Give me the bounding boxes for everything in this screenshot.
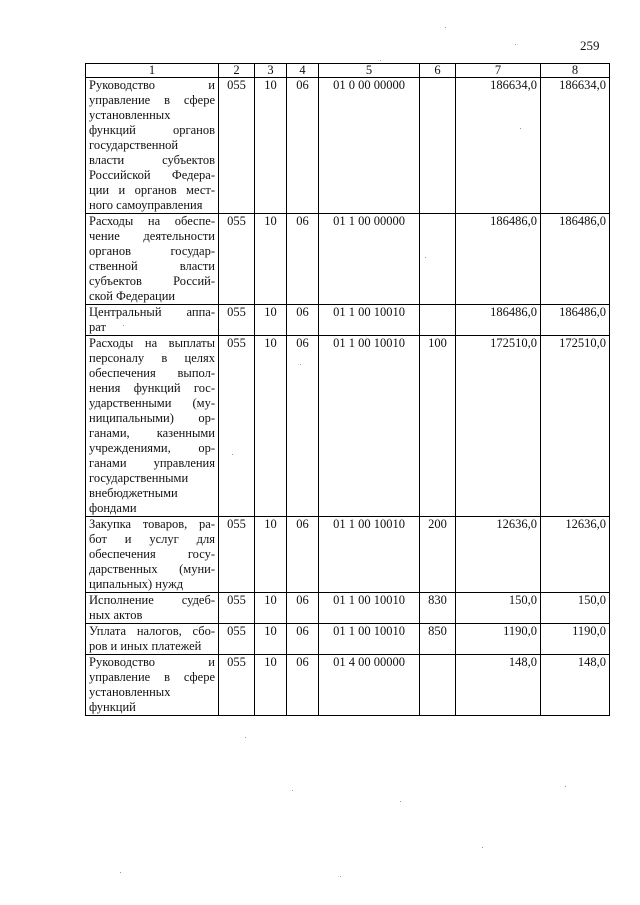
col-4-cell: 06: [287, 336, 319, 517]
col-2-cell: 055: [219, 214, 255, 305]
row-name-line: функций органов: [89, 123, 215, 137]
row-name-line: установленных: [89, 108, 171, 122]
row-name-line: нения функций гос-: [89, 381, 215, 395]
col-8-cell: 186634,0: [541, 78, 610, 214]
row-name-cell: [86, 336, 219, 517]
row-name-line: управление в сфере: [89, 670, 215, 684]
col-3-cell: 10: [255, 78, 287, 214]
row-name-line: Расходы на выплаты: [89, 336, 215, 350]
row-name-line: ственной власти: [89, 259, 215, 273]
row-name-line: ударственными (му-: [89, 396, 215, 410]
col-7-cell: 1190,0: [456, 624, 541, 655]
col-4-cell: 06: [287, 214, 319, 305]
header-col-8: 8: [541, 64, 610, 78]
col-5-cell: 01 0 00 00000: [319, 78, 420, 214]
row-name-cell: [86, 517, 219, 593]
row-name-line: рат: [89, 320, 106, 334]
row-name-cell: [86, 305, 219, 336]
row-name-line: бот и услуг для: [89, 532, 215, 546]
row-name-line: Расходы на обеспе-: [89, 214, 215, 228]
col-3-cell: 10: [255, 593, 287, 624]
row-name-line: государственными: [89, 471, 189, 485]
col-6-cell: 200: [420, 517, 456, 593]
col-5-cell: 01 1 00 10010: [319, 305, 420, 336]
row-name-line: Исполнение судеб-: [89, 593, 215, 607]
row-name-cell: [86, 624, 219, 655]
col-8-cell: 148,0: [541, 655, 610, 716]
row-name-line: Уплата налогов, сбо-: [89, 624, 215, 638]
row-name-cell: [86, 655, 219, 716]
row-name-line: ного самоуправления: [89, 198, 203, 212]
col-3-cell: 10: [255, 517, 287, 593]
row-name-line: персоналу в целях: [89, 351, 215, 365]
row-name-line: обеспечения выпол-: [89, 366, 215, 380]
col-3-cell: 10: [255, 655, 287, 716]
row-name-line: фондами: [89, 501, 137, 515]
budget-table: [85, 63, 610, 716]
row-name-line: Российской Федера-: [89, 168, 215, 182]
col-7-cell: 148,0: [456, 655, 541, 716]
row-name-line: ниципальными) ор-: [89, 411, 215, 425]
row-name-line: обеспечения госу-: [89, 547, 215, 561]
col-6-cell: 100: [420, 336, 456, 517]
row-name-line: дарственных (муни-: [89, 562, 215, 576]
col-4-cell: 06: [287, 655, 319, 716]
col-4-cell: 06: [287, 305, 319, 336]
col-5-cell: 01 1 00 10010: [319, 517, 420, 593]
col-4-cell: 06: [287, 593, 319, 624]
row-name-line: ров и иных платежей: [89, 639, 202, 653]
col-3-cell: 10: [255, 214, 287, 305]
col-8-cell: 172510,0: [541, 336, 610, 517]
col-3-cell: 10: [255, 305, 287, 336]
table-row: [86, 78, 610, 214]
col-4-cell: 06: [287, 78, 319, 214]
page-number: 259: [580, 38, 600, 53]
header-col-2: 2: [219, 64, 255, 78]
row-name-line: установленных: [89, 685, 171, 699]
col-8-cell: 12636,0: [541, 517, 610, 593]
header-col-4: 4: [287, 64, 319, 78]
col-5-cell: 01 1 00 10010: [319, 624, 420, 655]
col-8-cell: 186486,0: [541, 305, 610, 336]
col-2-cell: 055: [219, 336, 255, 517]
row-name-line: учреждениями, ор-: [89, 441, 215, 455]
row-name-line: ципальных) нужд: [89, 577, 184, 591]
table-row: [86, 305, 610, 336]
col-5-cell: 01 1 00 10010: [319, 336, 420, 517]
col-5-cell: 01 1 00 10010: [319, 593, 420, 624]
table-body: [86, 78, 610, 716]
row-name-line: чение деятельности: [89, 229, 215, 243]
header-row: [86, 64, 610, 78]
col-4-cell: 06: [287, 624, 319, 655]
table-row: [86, 517, 610, 593]
row-name-line: Центральный аппа-: [89, 305, 215, 319]
row-name-cell: [86, 214, 219, 305]
row-name-line: Руководство и: [89, 78, 215, 92]
row-name-line: государственной: [89, 138, 179, 152]
col-6-cell: [420, 655, 456, 716]
col-2-cell: 055: [219, 655, 255, 716]
col-3-cell: 10: [255, 336, 287, 517]
col-7-cell: 12636,0: [456, 517, 541, 593]
row-name-line: функций: [89, 700, 136, 714]
row-name-line: ных актов: [89, 608, 143, 622]
col-2-cell: 055: [219, 624, 255, 655]
row-name-line: ганами, казенными: [89, 426, 215, 440]
col-7-cell: 150,0: [456, 593, 541, 624]
row-name-line: Закупка товаров, ра-: [89, 517, 215, 531]
row-name-line: ганами управления: [89, 456, 215, 470]
col-2-cell: 055: [219, 305, 255, 336]
col-7-cell: 186634,0: [456, 78, 541, 214]
header-col-1: 1: [86, 64, 219, 78]
col-8-cell: 1190,0: [541, 624, 610, 655]
table-row: [86, 336, 610, 517]
header-col-6: 6: [420, 64, 456, 78]
row-name-cell: [86, 593, 219, 624]
col-6-cell: [420, 214, 456, 305]
col-7-cell: 172510,0: [456, 336, 541, 517]
row-name-cell: [86, 78, 219, 214]
row-name-line: власти субъектов: [89, 153, 215, 167]
row-name-line: органов государ-: [89, 244, 215, 258]
row-name-line: управление в сфере: [89, 93, 215, 107]
table-header: [86, 64, 610, 78]
row-name-line: внебюджетными: [89, 486, 178, 500]
col-4-cell: 06: [287, 517, 319, 593]
row-name-line: субъектов Россий-: [89, 274, 215, 288]
col-2-cell: 055: [219, 78, 255, 214]
col-2-cell: 055: [219, 593, 255, 624]
col-6-cell: [420, 78, 456, 214]
col-7-cell: 186486,0: [456, 214, 541, 305]
table-row: [86, 624, 610, 655]
col-3-cell: 10: [255, 624, 287, 655]
col-5-cell: 01 1 00 00000: [319, 214, 420, 305]
row-name-line: Руководство и: [89, 655, 215, 669]
row-name-line: ской Федерации: [89, 289, 176, 303]
col-6-cell: 830: [420, 593, 456, 624]
row-name-line: ции и органов мест-: [89, 183, 215, 197]
table-row: [86, 593, 610, 624]
table-row: [86, 214, 610, 305]
header-col-3: 3: [255, 64, 287, 78]
col-5-cell: 01 4 00 00000: [319, 655, 420, 716]
table-row: [86, 655, 610, 716]
col-2-cell: 055: [219, 517, 255, 593]
col-6-cell: 850: [420, 624, 456, 655]
col-6-cell: [420, 305, 456, 336]
header-col-5: 5: [319, 64, 420, 78]
col-8-cell: 186486,0: [541, 214, 610, 305]
col-8-cell: 150,0: [541, 593, 610, 624]
col-7-cell: 186486,0: [456, 305, 541, 336]
header-col-7: 7: [456, 64, 541, 78]
